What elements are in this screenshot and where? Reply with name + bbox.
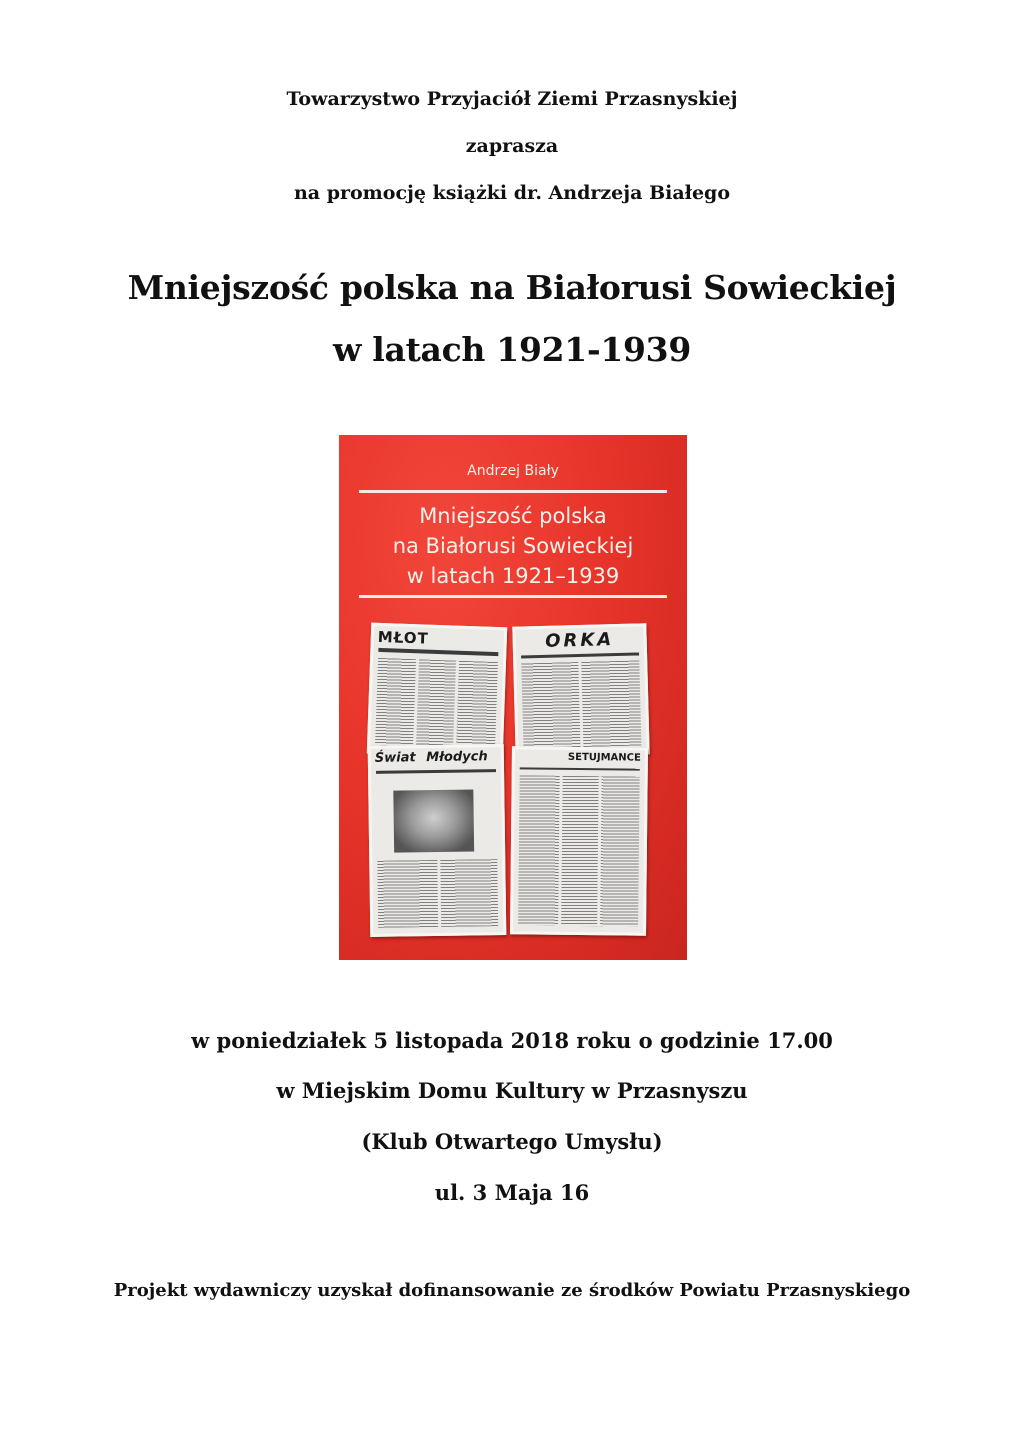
event-room: (Klub Otwartego Umysłu) [361,1129,663,1154]
newspaper-orka [512,623,649,757]
event-date: w poniedziałek 5 listopada 2018 roku o godzinie 17.00 [191,1028,833,1053]
newspaper-swiat-word: Świat [374,750,416,766]
newspaper-sztandar-rule [520,767,640,770]
newspaper-swiat-text [377,859,498,928]
cover-author: Andrzej Biały [467,463,559,479]
newspaper-orka-masthead: ORKA [544,629,615,652]
cover-rule-top [359,490,667,493]
book-title-line-1: Mniejszość polska na Białorusi Sowieckiej [127,268,897,307]
newspaper-sztandar [510,746,648,935]
newspaper-swiat-rule [376,769,496,774]
cover-title [339,501,687,591]
cover-rule-bottom [359,595,667,598]
book-cover-image [339,435,687,960]
cover-title-line-2: na Białorusi Sowieckiej [392,534,634,558]
newspaper-swiat-mlodych [368,744,507,937]
newspaper-mlodych-word: Młodych [426,749,488,766]
newspaper-swiat-mlodych-masthead [371,747,501,768]
cover-title-line-1: Mniejszość polska [419,504,607,528]
invites-text: zaprasza [465,135,559,157]
event-venue: w Miejskim Domu Kultury w Przasnyszu [276,1078,748,1103]
funding-note: Projekt wydawniczy uzyskał dofinansowanie ze środków Powiatu Przasnyskiego [113,1280,911,1301]
newspaper-mlot-masthead: MŁOT [377,627,430,648]
cover-title-line-3: w latach 1921–1939 [406,564,620,588]
newspaper-orka-text [521,660,641,748]
newspaper-mlot [367,623,507,759]
newspaper-sztandar-text [518,775,640,926]
promotion-text: na promocję książki dr. Andrzeja Białego [293,182,731,204]
organization-name: Towarzystwo Przyjaciół Ziemi Przasnyskiej [286,88,738,110]
newspaper-sztandar-masthead: SETUJMANCE [567,751,641,764]
book-title-line-2: w latach 1921-1939 [332,330,691,369]
newspaper-mlot-text [375,658,498,749]
event-address: ul. 3 Maja 16 [434,1180,590,1205]
newspaper-swiat-illustration [393,789,474,852]
